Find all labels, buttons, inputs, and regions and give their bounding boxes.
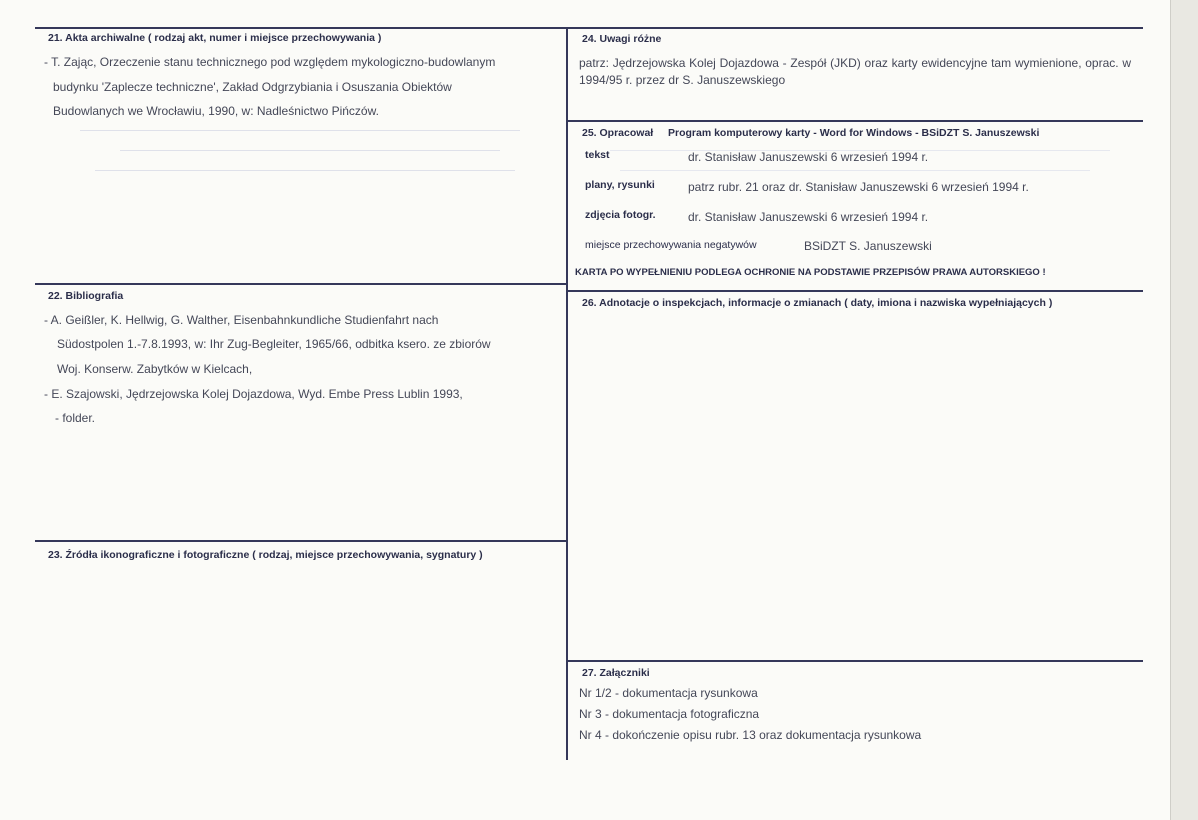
attachment-item: Nr 3 - dokumentacja fotograficzna	[579, 707, 760, 721]
section-25-heading: 25. Opracował	[582, 127, 654, 139]
section-21-line: budynku 'Zaplecze techniczne', Zakład Odgrzybiania i Osuszania Obiektów	[53, 80, 452, 94]
section-27-heading: 27. Załączniki	[582, 667, 650, 679]
label-tekst: tekst	[585, 149, 610, 161]
rule-24-25	[567, 120, 1143, 122]
bleed-through	[80, 130, 520, 131]
bleed-through	[95, 170, 515, 171]
label-plany-rysunki: plany, rysunki	[585, 179, 655, 191]
value-tekst: dr. Stanisław Januszewski 6 wrzesień 1994 r.	[688, 150, 929, 164]
bibliography-item: - E. Szajowski, Jędrzejowska Kolej Dojazdowa, Wyd. Embe Press Lublin 1993,	[44, 387, 463, 401]
bibliography-item: Woj. Konserw. Zabytków w Kielcach,	[57, 362, 253, 376]
section-21-line: - T. Zając, Orzeczenie stanu technicznego pod względem mykologiczno-budowlanym	[44, 55, 496, 69]
section-21-line: Budowlanych we Wrocławiu, 1990, w: Nadleśnictwo Pińczów.	[53, 104, 379, 118]
rule-26-27	[567, 660, 1143, 662]
rule-21-22	[35, 283, 567, 285]
bleed-through	[620, 170, 1090, 171]
value-zdjecia: dr. Stanisław Januszewski 6 wrzesień 1994 r.	[688, 210, 929, 224]
copyright-warning: KARTA PO WYPEŁNIENIU PODLEGA OCHRONIE NA PODSTAWIE PRZEPISÓW PRAWA AUTORSKIEGO !	[575, 267, 1046, 278]
section-22-heading: 22. Bibliografia	[48, 290, 124, 302]
section-21-heading: 21. Akta archiwalne ( rodzaj akt, numer i miejsce przechowywania )	[48, 32, 382, 44]
rule-center	[566, 27, 568, 760]
value-negatywy: BSiDZT S. Januszewski	[804, 239, 932, 253]
attachment-item: Nr 4 - dokończenie opisu rubr. 13 oraz dokumentacja rysunkowa	[579, 728, 922, 742]
section-23-heading: 23. Źródła ikonograficzne i fotograficzne ( rodzaj, miejsce przechowywania, sygnatury )	[48, 549, 483, 561]
bleed-through	[120, 150, 500, 151]
bibliography-item: - folder.	[55, 411, 96, 425]
rule-22-23	[35, 540, 567, 542]
rule-top	[35, 27, 1143, 29]
section-24-heading: 24. Uwagi różne	[582, 33, 662, 45]
rule-25-26	[567, 290, 1143, 292]
bibliography-item: Südostpolen 1.-7.8.1993, w: Ihr Zug-Begleiter, 1965/66, odbitka ksero. ze zbiorów	[57, 337, 491, 351]
bibliography-item: - A. Geißler, K. Hellwig, G. Walther, Eisenbahnkundliche Studienfahrt nach	[44, 313, 439, 327]
label-zdjecia: zdjęcia fotogr.	[585, 209, 656, 221]
program-info: Program komputerowy karty - Word for Windows - BSiDZT S. Januszewski	[668, 127, 1040, 139]
label-negatywy: miejsce przechowywania negatywów	[585, 239, 757, 251]
paper-edge	[1170, 0, 1198, 820]
section-24-text: patrz: Jędrzejowska Kolej Dojazdowa - Zespół (JKD) oraz karty ewidencyjne tam wymienione, oprac. w 1994/95 r. przez dr S. Januszewskiego	[579, 56, 1131, 87]
section-26-heading: 26. Adnotacje o inspekcjach, informacje o zmianach ( daty, imiona i nazwiska wypełniających )	[582, 297, 1053, 309]
value-plany-rysunki: patrz rubr. 21 oraz dr. Stanisław Januszewski 6 wrzesień 1994 r.	[688, 180, 1029, 194]
attachment-item: Nr 1/2 - dokumentacja rysunkowa	[579, 686, 758, 700]
